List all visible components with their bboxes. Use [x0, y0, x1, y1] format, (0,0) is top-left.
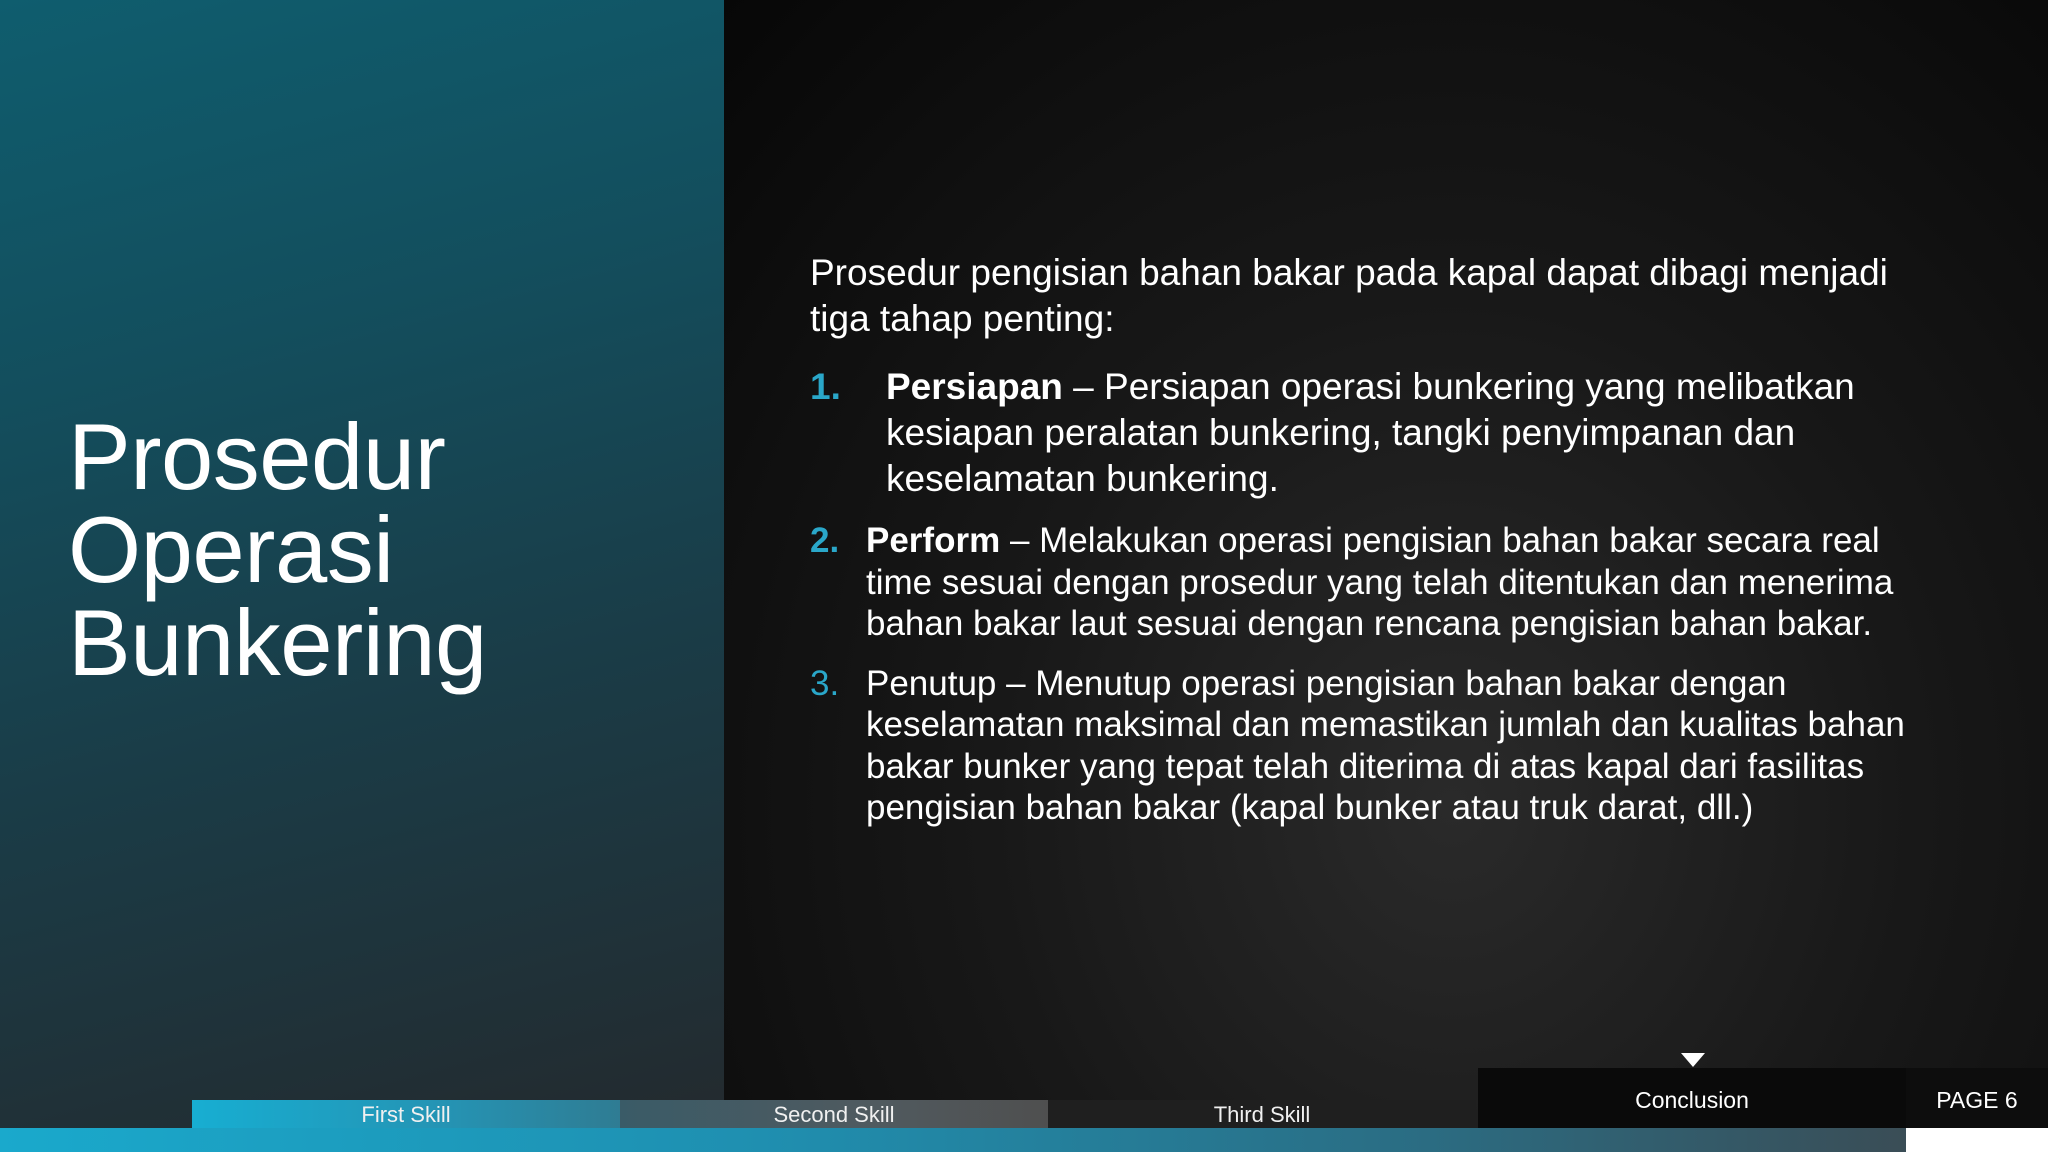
tab-conclusion[interactable]: Conclusion: [1478, 1068, 1906, 1128]
list-item: [810, 663, 1910, 829]
title-line-3: Bunkering: [68, 590, 487, 695]
bottom-white-block: [1906, 1128, 2048, 1152]
step-number: 3.: [810, 663, 840, 703]
step-body: [866, 663, 1910, 829]
step-term: Persiapan: [886, 366, 1063, 407]
step-number: 1.: [810, 366, 841, 407]
step-text: Penutup – Menutup operasi pengisian bahan bakar dengan keselamatan maksimal dan memastikan jumlah dan kualitas bahan bakar bunker yang tepat telah diterima di atas kapal dari fasilitas pengisian bahan bakar (kapal bunker atau truk darat, dll.): [866, 663, 1905, 827]
bottom-accent-stripe: [0, 1128, 1906, 1152]
page-number: PAGE 6: [1906, 1068, 2048, 1128]
title-line-1: Prosedur: [68, 404, 446, 509]
tab-third-skill[interactable]: Third Skill: [1048, 1100, 1476, 1128]
step-body: [886, 364, 1910, 502]
step-text: – Melakukan operasi pengisian bahan bakar secara real time sesuai dengan prosedur yang telah ditentukan dan menerima bahan bakar laut sesuai dengan rencana pengisian bahan bakar.: [866, 521, 1894, 643]
step-term: Perform: [866, 521, 1001, 560]
content-area: [810, 250, 1910, 847]
steps-list: [810, 364, 1910, 829]
slide-title: [68, 404, 688, 695]
step-body: [866, 520, 1910, 645]
tab-second-skill[interactable]: Second Skill: [620, 1100, 1048, 1128]
title-line-2: Operasi: [68, 497, 394, 602]
tab-first-skill[interactable]: First Skill: [192, 1100, 620, 1128]
step-text: – Persiapan operasi bunkering yang melibatkan kesiapan peralatan bunkering, tangki penyimpanan dan keselamatan bunkering.: [886, 366, 1855, 499]
active-tab-indicator-icon: [1681, 1053, 1705, 1067]
list-item: [810, 520, 1910, 645]
intro-paragraph: Prosedur pengisian bahan bakar pada kapal dapat dibagi menjadi tiga tahap penting:: [810, 252, 1888, 339]
left-panel: [0, 0, 724, 1152]
step-number: 2.: [810, 521, 840, 560]
list-item: [810, 364, 1910, 502]
